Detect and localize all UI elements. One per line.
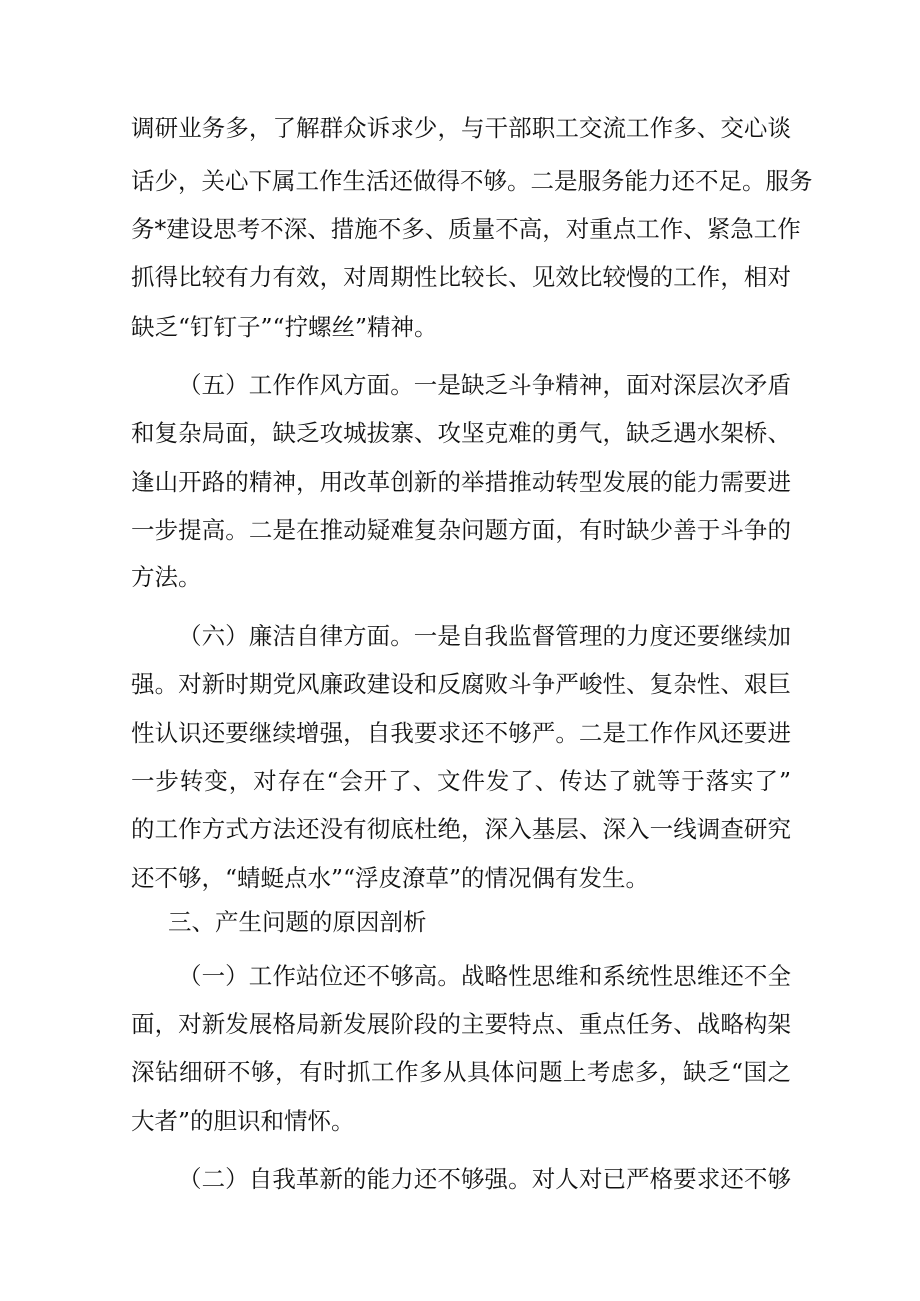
text-line: 性认识还要继续增强，自我要求还不够严。二是工作作风还要进	[131, 719, 791, 747]
text-line: 一步提高。二是在推动疑难复杂问题方面，有时缺少善于斗争的	[131, 516, 791, 544]
text-line: 缺乏“钉钉子”“拧螺丝”精神。	[131, 313, 438, 341]
paragraph-start-line: （一）工作站位还不够高。战略性思维和系统性思维还不全	[178, 962, 791, 990]
text-line: 调研业务多，了解群众诉求少，与干部职工交流工作多、交心谈	[131, 114, 791, 142]
text-line: 逢山开路的精神，用改革创新的举措推动转型发展的能力需要进	[131, 468, 791, 496]
text-line: 深钻细研不够，有时抓工作多从具体问题上考虑多，缺乏“国之	[131, 1058, 791, 1086]
section-heading: 三、产生问题的原因剖析	[168, 908, 427, 936]
text-line: 方法。	[131, 563, 202, 591]
paragraph-start-line: （六）廉洁自律方面。一是自我监督管理的力度还要继续加	[178, 622, 791, 650]
text-line: 话少，关心下属工作生活还做得不够。二是服务能力还不足。服务	[131, 167, 813, 195]
text-line: 一步转变，对存在“会开了、文件发了、传达了就等于落实了”	[131, 767, 791, 795]
text-line: 务*建设思考不深、措施不多、质量不高，对重点工作、紧急工作	[131, 215, 801, 243]
text-line: 大者”的胆识和情怀。	[131, 1107, 355, 1135]
text-line: 面，对新发展格局新发展阶段的主要特点、重点任务、战略构架	[131, 1010, 791, 1038]
text-line: 的工作方式方法还没有彻底杜绝，深入基层、深入一线调查研究	[131, 815, 791, 843]
text-line: 和复杂局面，缺乏攻城拔寨、攻坚克难的勇气，缺乏遇水架桥、	[131, 419, 791, 447]
paragraph-start-line: （二）自我革新的能力还不够强。对人对已严格要求还不够	[178, 1165, 791, 1193]
text-line: 强。对新时期党风廉政建设和反腐败斗争严峻性、复杂性、艰巨	[131, 670, 791, 698]
text-line: 抓得比较有力有效，对周期性比较长、见效比较慢的工作，相对	[131, 263, 791, 291]
paragraph-start-line: （五）工作作风方面。一是缺乏斗争精神，面对深层次矛盾	[178, 371, 791, 399]
text-line: 还不够，“蜻蜓点水”“浮皮潦草”的情况偶有发生。	[131, 864, 650, 892]
